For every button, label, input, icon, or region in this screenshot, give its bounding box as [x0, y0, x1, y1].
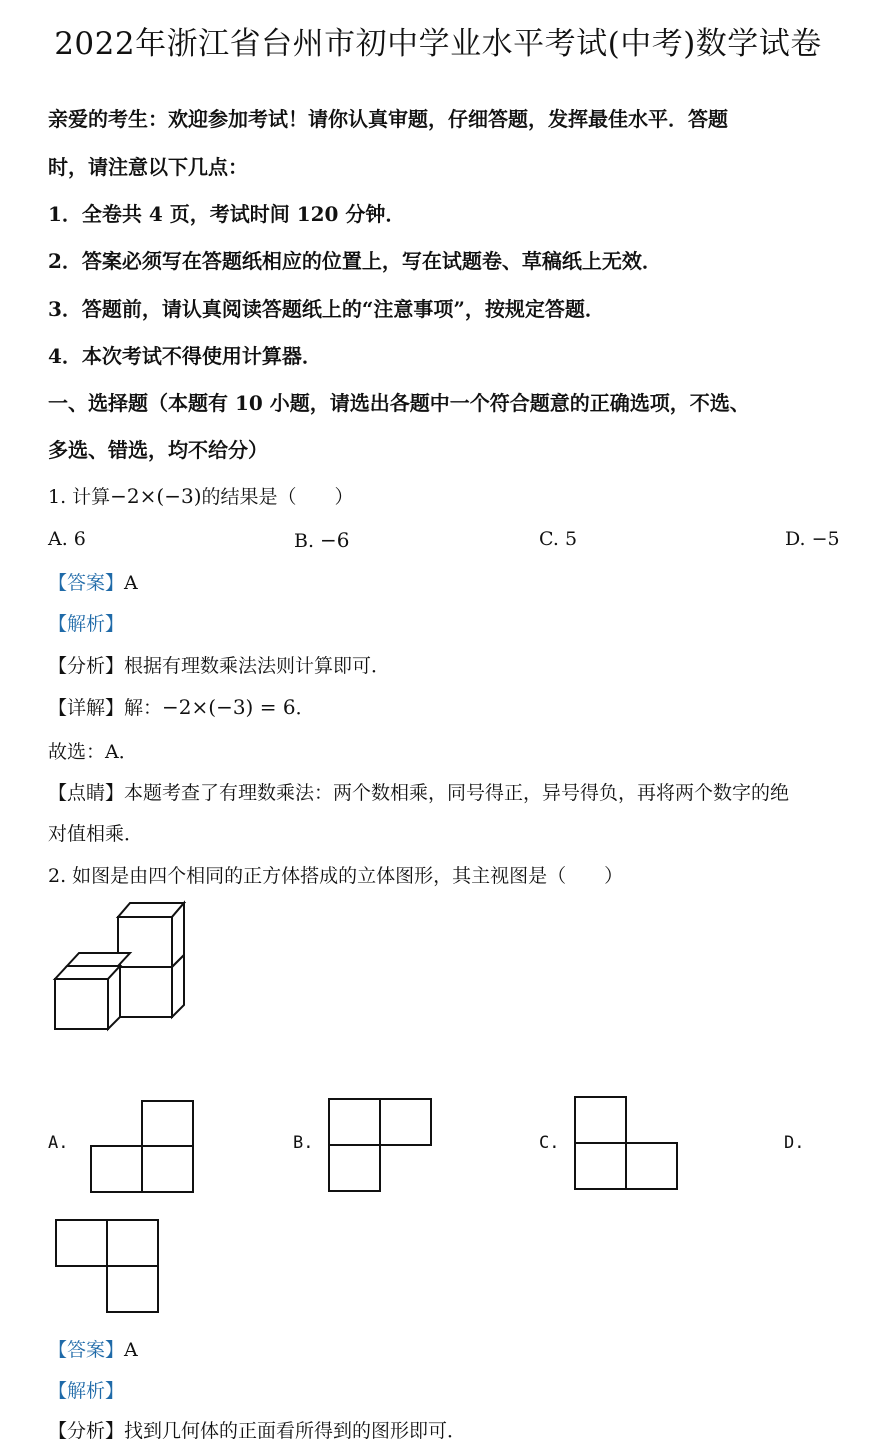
q1-xiangjie-tag: 【详解】	[48, 697, 125, 719]
question-2-stem: 2. 如图是由四个相同的正方体搭成的立体图形，其主视图是（ ）	[48, 865, 624, 887]
q2-option-c-figure	[573, 1095, 679, 1191]
q1-answer-tag: 【答案】	[48, 572, 125, 594]
section-heading-1: 一、选择题（本题有 10 小题，请选出各题中一个符合题意的正确选项，不选、	[48, 391, 750, 415]
q2-fenxi-tag: 【分析】	[48, 1420, 125, 1442]
q1-expression: −2×(−3)	[110, 484, 202, 508]
q2-fenxi	[48, 1416, 466, 1443]
q2-option-a-figure	[89, 1099, 195, 1195]
q1-xiangjie	[48, 693, 315, 720]
note-2: 2．答案必须写在答题纸相应的位置上，写在试题卷、草稿纸上无效．	[48, 249, 662, 273]
q1-dianjing-1	[48, 778, 789, 805]
q1-prefix: 1. 计算	[48, 486, 111, 508]
q2-solid-figure	[50, 900, 190, 1035]
q1-dianjing-text-1: 本题考查了有理数乘法：两个数相乘，同号得正，异号得负，再将两个数字的绝	[124, 782, 790, 804]
note-1: 1．全卷共 4 页，考试时间 120 分钟．	[48, 202, 406, 226]
q1-fenxi	[48, 651, 390, 678]
q1-xiangjie-suffix: ．	[295, 697, 315, 719]
q1-suffix: 的结果是（ ）	[201, 486, 354, 508]
q1-option-c: C. 5	[539, 528, 578, 550]
q2-option-c-label: C.	[539, 1133, 560, 1153]
page-title: 2022年浙江省台州市初中学业水平考试(中考)数学试卷	[54, 26, 822, 62]
q2-option-a-label: A.	[48, 1133, 69, 1153]
q1-option-b-label: B.	[294, 530, 321, 552]
q2-answer-value: A	[124, 1339, 138, 1361]
section-heading-2: 多选、错选，均不给分）	[48, 438, 268, 462]
q2-option-b-label: B.	[293, 1133, 314, 1153]
q1-option-a: A. 6	[48, 528, 86, 550]
q1-answer-value: A	[124, 572, 138, 594]
q2-answer-tag: 【答案】	[48, 1339, 125, 1361]
q2-analysis-tag: 【解析】	[48, 1380, 125, 1402]
note-3: 3．答题前，请认真阅读答题纸上的“注意事项”，按规定答题．	[48, 297, 605, 321]
q1-option-b-value: −6	[320, 528, 350, 552]
q1-xiangjie-expression: −2×(−3) = 6	[162, 695, 296, 719]
question-1-stem	[48, 482, 354, 509]
intro-line-2: 时，请注意以下几点：	[48, 155, 248, 179]
q2-fenxi-text: 找到几何体的正面看所得到的图形即可．	[124, 1420, 467, 1442]
q2-option-b-figure	[327, 1097, 433, 1193]
q1-option-b	[294, 528, 350, 552]
q1-option-d: D. −5	[785, 528, 840, 550]
q1-analysis-tag: 【解析】	[48, 613, 125, 635]
q2-answer	[48, 1335, 138, 1362]
q1-dianjing-2: 对值相乘．	[48, 823, 144, 845]
intro-line-1: 亲爱的考生：欢迎参加考试！请你认真审题，仔细答题，发挥最佳水平．答题	[48, 107, 728, 131]
q1-choice: 故选：A．	[48, 741, 138, 763]
q1-dianjing-tag: 【点睛】	[48, 782, 125, 804]
q1-xiangjie-prefix: 解：	[124, 697, 163, 719]
q1-fenxi-text: 根据有理数乘法法则计算即可．	[124, 655, 391, 677]
q2-option-d-label: D.	[784, 1133, 805, 1153]
note-4: 4．本次考试不得使用计算器．	[48, 344, 322, 368]
q2-option-d-figure	[54, 1218, 160, 1314]
q1-answer	[48, 568, 138, 595]
q1-fenxi-tag: 【分析】	[48, 655, 125, 677]
